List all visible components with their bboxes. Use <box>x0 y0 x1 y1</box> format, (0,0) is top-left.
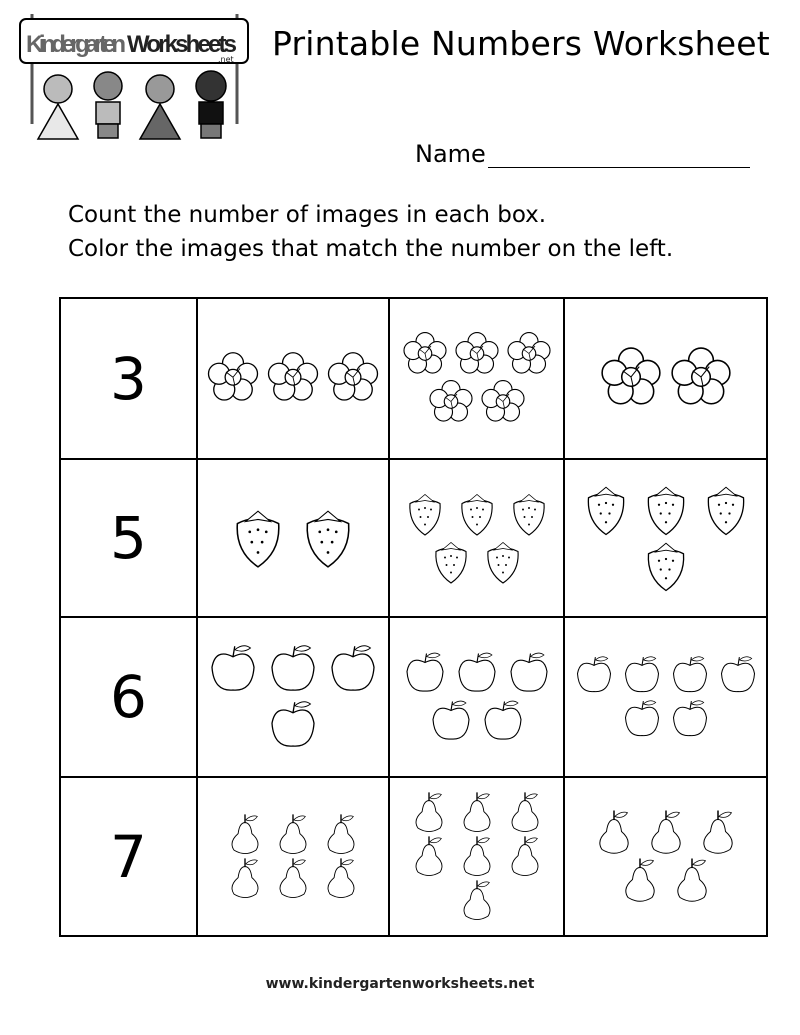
strawberry-icon[interactable] <box>225 505 291 571</box>
counting-grid <box>59 297 768 937</box>
svg-text:Worksheets: Worksheets <box>127 31 237 58</box>
target-number: 6 <box>61 618 198 778</box>
pear-icon[interactable] <box>319 857 363 901</box>
apple-icon[interactable] <box>716 653 760 697</box>
strawberry-icon[interactable] <box>401 490 449 538</box>
name-line[interactable] <box>488 143 750 168</box>
apple-icon[interactable] <box>668 653 712 697</box>
pear-icon[interactable] <box>455 791 499 835</box>
strawberry-icon[interactable] <box>698 482 754 538</box>
instruction-line-2: Color the images that match the number on the left. <box>68 236 674 262</box>
pear-icon[interactable] <box>407 791 451 835</box>
flower-icon[interactable] <box>598 346 664 412</box>
strawberry-icon[interactable] <box>638 482 694 538</box>
apple-icon[interactable] <box>427 697 475 745</box>
kindergarten-worksheets-logo <box>18 14 250 159</box>
pear-icon[interactable] <box>668 857 716 905</box>
svg-text:.net: .net <box>218 55 234 64</box>
pear-icon[interactable] <box>271 813 315 857</box>
image-box[interactable] <box>198 299 390 460</box>
name-field[interactable] <box>415 140 750 168</box>
image-box[interactable] <box>565 460 766 618</box>
image-box[interactable] <box>198 618 390 778</box>
image-box[interactable] <box>390 299 565 460</box>
footer-url: www.kindergartenworksheets.net <box>265 976 535 992</box>
flower-icon[interactable] <box>427 379 475 427</box>
instruction-line-1: Count the number of images in each box. <box>68 202 547 228</box>
apple-icon[interactable] <box>572 653 616 697</box>
strawberry-icon[interactable] <box>638 538 694 594</box>
flower-icon[interactable] <box>668 346 734 412</box>
pear-icon[interactable] <box>616 857 664 905</box>
strawberry-icon[interactable] <box>295 505 361 571</box>
flower-icon[interactable] <box>265 351 321 407</box>
target-number: 7 <box>61 778 198 935</box>
image-box[interactable] <box>390 618 565 778</box>
pear-icon[interactable] <box>694 809 742 857</box>
target-number: 5 <box>61 460 198 618</box>
image-box[interactable] <box>565 299 766 460</box>
flower-icon[interactable] <box>401 331 449 379</box>
apple-icon[interactable] <box>668 697 712 741</box>
image-box[interactable] <box>565 618 766 778</box>
pear-icon[interactable] <box>642 809 690 857</box>
name-label: Name <box>415 140 486 168</box>
apple-icon[interactable] <box>505 649 553 697</box>
pear-icon[interactable] <box>223 857 267 901</box>
target-number: 3 <box>61 299 198 460</box>
strawberry-icon[interactable] <box>453 490 501 538</box>
image-box[interactable] <box>390 460 565 618</box>
strawberry-icon[interactable] <box>427 538 475 586</box>
apple-icon[interactable] <box>479 697 527 745</box>
image-box[interactable] <box>198 778 390 935</box>
strawberry-icon[interactable] <box>505 490 553 538</box>
pear-icon[interactable] <box>590 809 638 857</box>
strawberry-icon[interactable] <box>578 482 634 538</box>
flower-icon[interactable] <box>325 351 381 407</box>
pear-icon[interactable] <box>407 835 451 879</box>
apple-icon[interactable] <box>205 641 261 697</box>
flower-icon[interactable] <box>205 351 261 407</box>
flower-icon[interactable] <box>479 379 527 427</box>
pear-icon[interactable] <box>503 835 547 879</box>
pear-icon[interactable] <box>455 835 499 879</box>
apple-icon[interactable] <box>265 697 321 753</box>
flower-icon[interactable] <box>505 331 553 379</box>
pear-icon[interactable] <box>503 791 547 835</box>
apple-icon[interactable] <box>620 697 664 741</box>
image-box[interactable] <box>390 778 565 935</box>
apple-icon[interactable] <box>620 653 664 697</box>
worksheet-title: Printable Numbers Worksheet <box>272 24 770 63</box>
apple-icon[interactable] <box>401 649 449 697</box>
svg-text:Kindergarten: Kindergarten <box>26 31 127 58</box>
flower-icon[interactable] <box>453 331 501 379</box>
pear-icon[interactable] <box>271 857 315 901</box>
pear-icon[interactable] <box>319 813 363 857</box>
image-box[interactable] <box>565 778 766 935</box>
pear-icon[interactable] <box>223 813 267 857</box>
apple-icon[interactable] <box>325 641 381 697</box>
apple-icon[interactable] <box>265 641 321 697</box>
apple-icon[interactable] <box>453 649 501 697</box>
image-box[interactable] <box>198 460 390 618</box>
strawberry-icon[interactable] <box>479 538 527 586</box>
pear-icon[interactable] <box>455 879 499 923</box>
